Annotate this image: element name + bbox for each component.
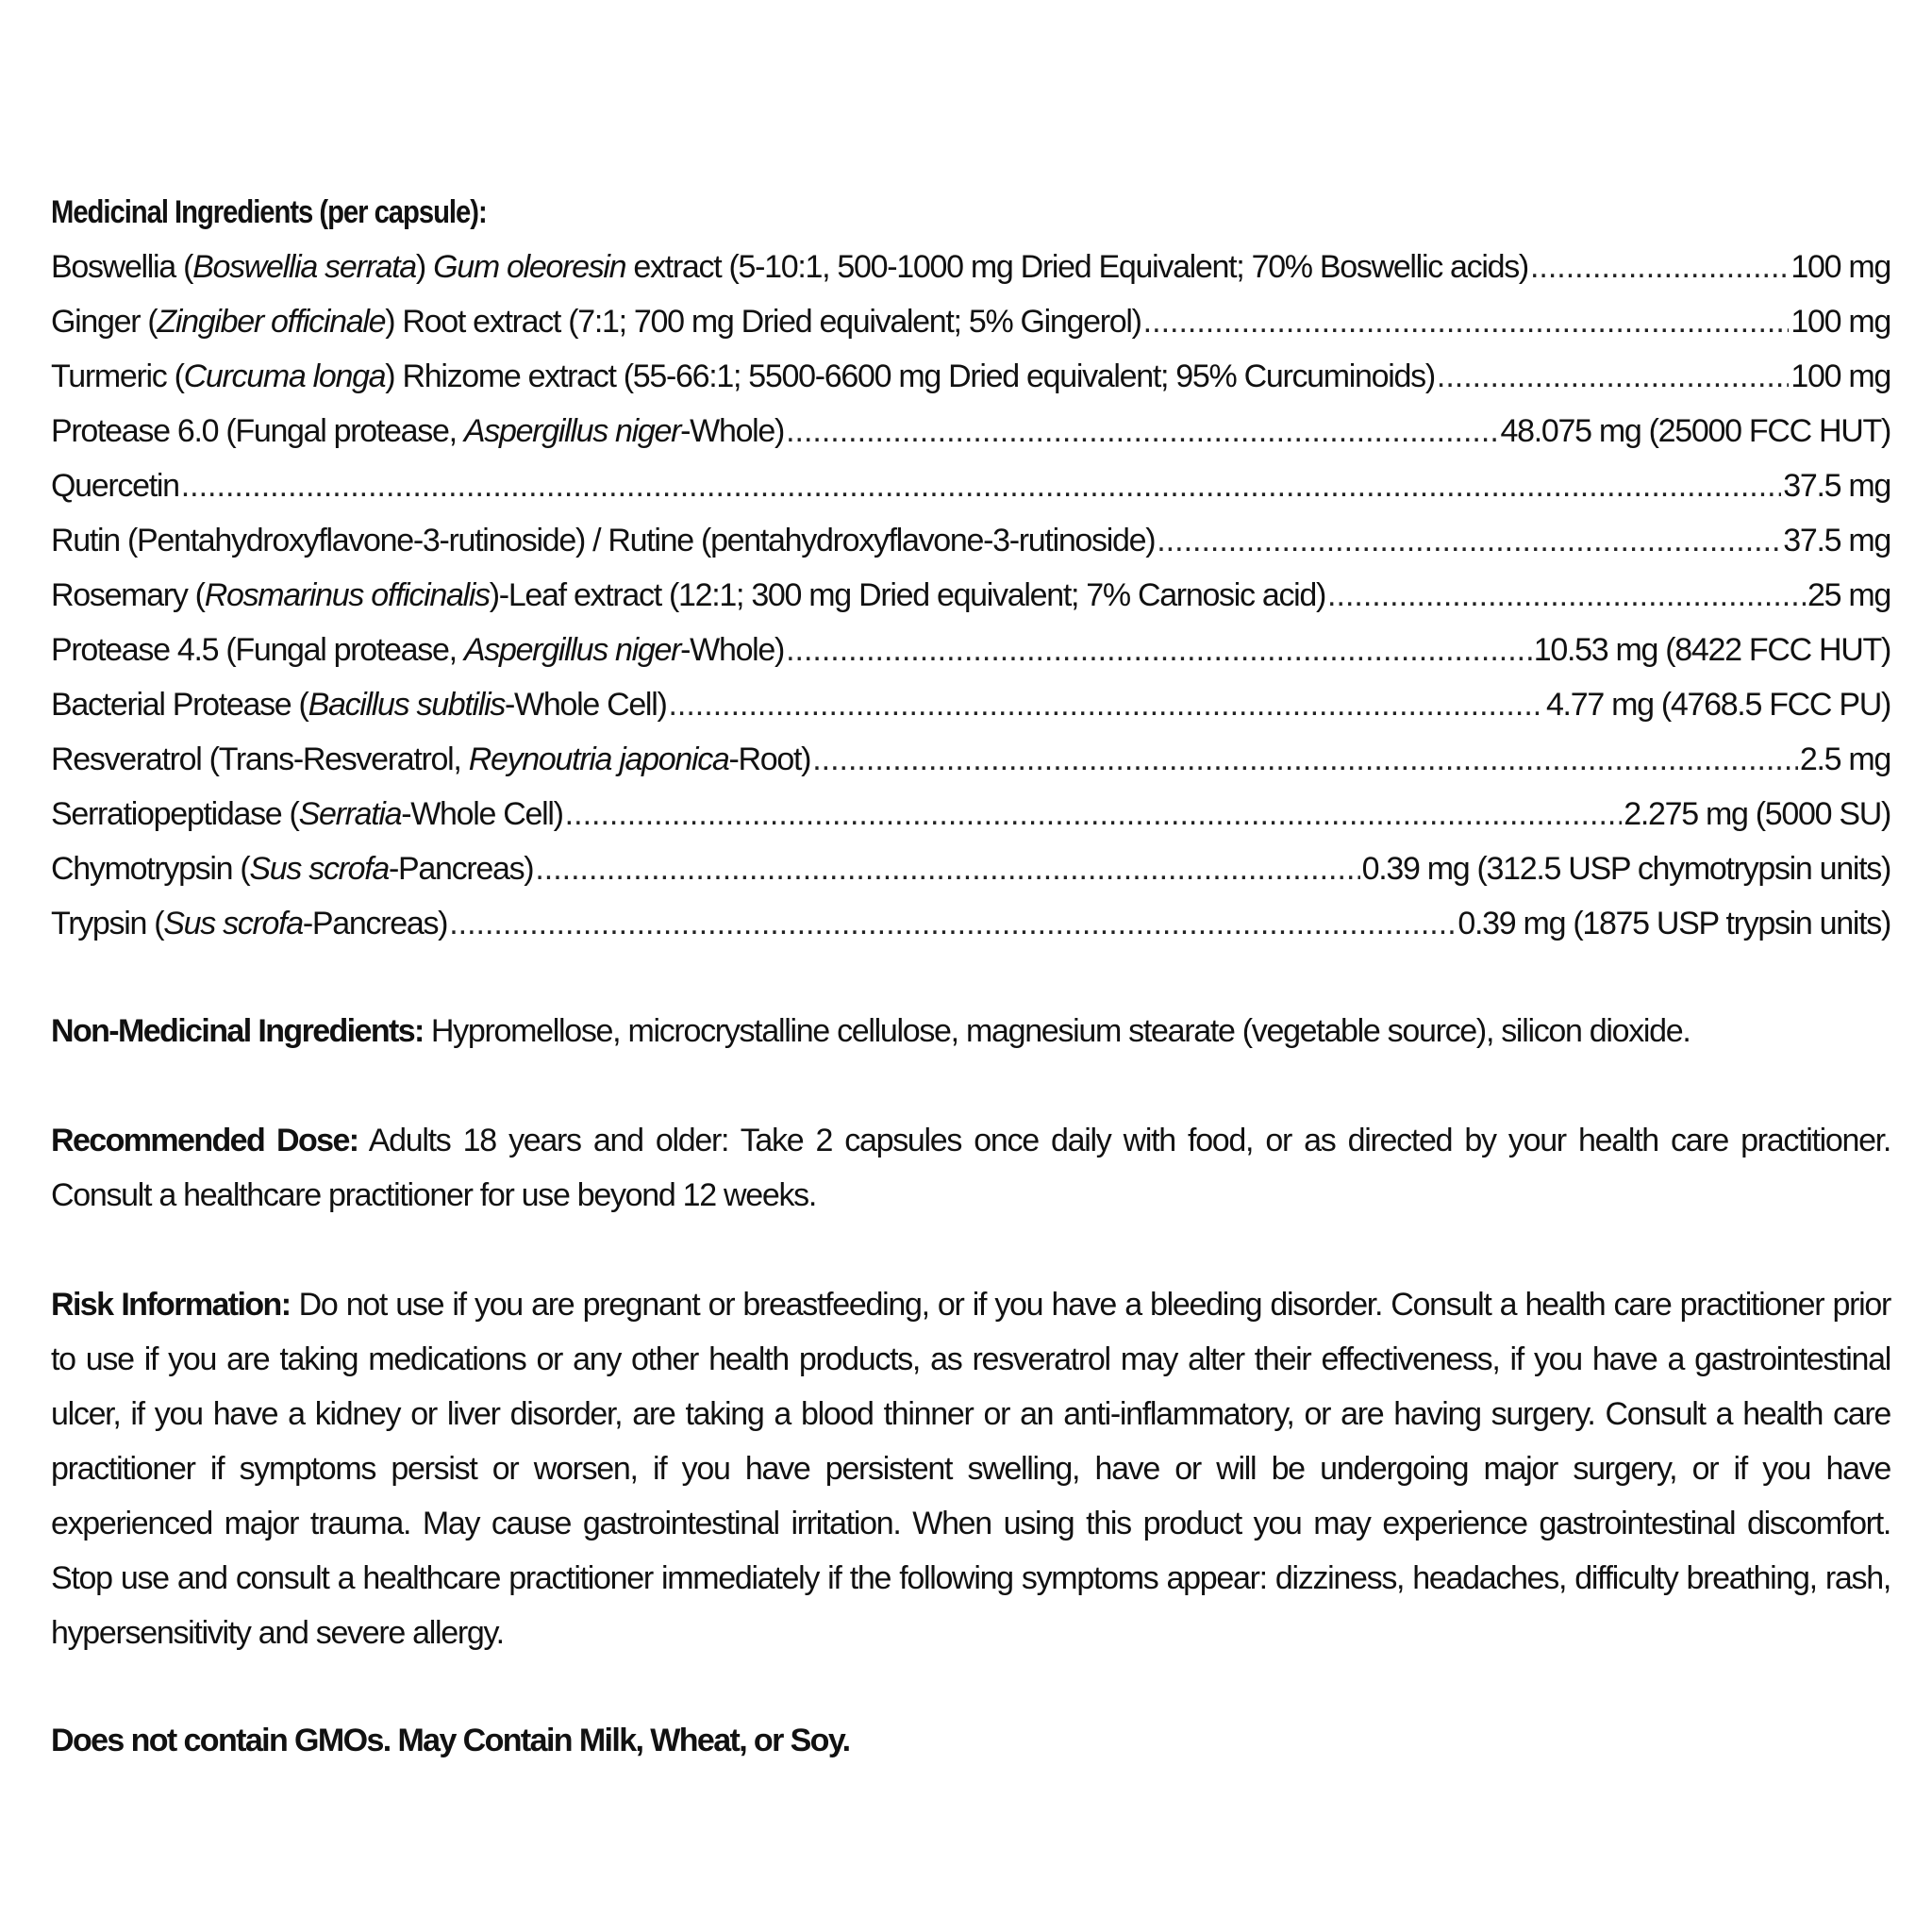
- ingredient-name: [51, 294, 1141, 349]
- ingredient-row: [51, 513, 1890, 568]
- ingredient-amount: 4.77 mg (4768.5 FCC PU): [1545, 687, 1890, 723]
- ingredient-name: [51, 896, 447, 951]
- non-medicinal-text: Hypromellose, microcrystalline cellulose, magnesium stearate (vegetable source), silicon dioxide.: [423, 1013, 1690, 1049]
- dot-leader: [565, 787, 1623, 841]
- ingredient-name-part: Protease 4.5 (Fungal protease,: [51, 632, 464, 668]
- recommended-dose-text: Adults 18 years and older: Take 2 capsules once daily with food, or as directed by your health care practitioner. Consult a healthcare practitioner for use beyond 12 weeks.: [51, 1123, 1891, 1213]
- ingredient-name-part: )-Leaf extract (12:1; 300 mg Dried equivalent; 7% Carnosic acid): [489, 577, 1326, 613]
- ingredient-name: [51, 349, 1435, 404]
- ingredient-name: [51, 732, 810, 787]
- ingredient-amount: 48.075 mg (25000 FCC HUT): [1500, 413, 1890, 449]
- ingredient-name: [51, 841, 533, 896]
- supplement-label: [51, 185, 1890, 1768]
- ingredient-name-part: Ginger (: [51, 304, 158, 340]
- ingredient-name-part: Boswellia (: [51, 249, 193, 285]
- ingredient-name-part: Rutin (Pentahydroxyflavone-3-rutinoside) / Rutine (pentahydroxyflavone-3-rutinoside): [51, 523, 1156, 558]
- ingredient-amount: 2.275 mg (5000 SU): [1624, 796, 1890, 832]
- ingredient-amount: 25 mg: [1807, 577, 1890, 613]
- ingredient-latin-name: Bacillus subtilis: [308, 687, 506, 723]
- ingredient-name: [51, 787, 563, 841]
- ingredient-amount: 2.5 mg: [1799, 741, 1890, 777]
- ingredient-name: [51, 677, 666, 732]
- non-medicinal-ingredients: [51, 1004, 1890, 1058]
- ingredient-latin-name: Aspergillus niger: [463, 632, 681, 668]
- ingredient-row: [51, 841, 1890, 896]
- ingredient-name-part: -Whole Cell): [401, 796, 563, 832]
- dot-leader: [449, 896, 1456, 951]
- ingredient-name: [51, 568, 1325, 623]
- ingredient-row: [51, 732, 1890, 787]
- ingredient-row: [51, 240, 1890, 294]
- ingredient-name-part: Turmeric (: [51, 358, 184, 394]
- ingredient-name-part: extract (5-10:1, 500-1000 mg Dried Equivalent; 70% Boswellic acids): [625, 249, 1528, 285]
- ingredient-row: [51, 349, 1890, 404]
- ingredient-name-part: Chymotrypsin (: [51, 851, 250, 887]
- ingredient-amount: 100 mg: [1790, 304, 1890, 340]
- ingredient-name: [51, 513, 1155, 568]
- ingredient-latin-name: Sus scrofa: [163, 906, 303, 941]
- ingredient-row: [51, 404, 1890, 458]
- ingredient-name-part: -Pancreas): [302, 906, 448, 941]
- dot-leader: [535, 841, 1359, 896]
- ingredient-name-part: ) Rhizome extract (55-66:1; 5500-6600 mg Dried equivalent; 95% Curcuminoids): [385, 358, 1435, 394]
- ingredient-amount: 0.39 mg (312.5 USP chymotrypsin units): [1361, 851, 1890, 887]
- risk-information: [51, 1277, 1890, 1660]
- risk-information-label: Risk Information:: [51, 1287, 291, 1323]
- ingredient-latin-name: Aspergillus niger: [463, 413, 681, 449]
- ingredient-amount: 37.5 mg: [1783, 523, 1890, 558]
- recommended-dose: [51, 1113, 1890, 1223]
- dot-leader: [1143, 294, 1790, 349]
- ingredient-amount: 10.53 mg (8422 FCC HUT): [1533, 632, 1890, 668]
- dot-leader: [1437, 349, 1790, 404]
- dot-leader: [668, 677, 1543, 732]
- ingredient-name-part: Resveratrol (Trans-Resveratrol,: [51, 741, 469, 777]
- dot-leader: [786, 404, 1498, 458]
- ingredient-latin-name: Rosmarinus officinalis: [204, 577, 490, 613]
- dot-leader: [786, 623, 1532, 677]
- ingredient-latin-name: Zingiber officinale: [157, 304, 386, 340]
- ingredient-name-part: -Whole Cell): [505, 687, 667, 723]
- ingredient-amount: 0.39 mg (1875 USP trypsin units): [1457, 906, 1890, 941]
- dot-leader: [1327, 568, 1806, 623]
- ingredient-latin-name: Curcuma longa: [183, 358, 386, 394]
- ingredient-row: [51, 568, 1890, 623]
- ingredient-name: [51, 404, 784, 458]
- ingredient-name-part: Bacterial Protease (: [51, 687, 308, 723]
- ingredient-latin-name: Reynoutria japonica: [468, 741, 729, 777]
- ingredient-name: [51, 240, 1528, 294]
- ingredient-name-part: Trypsin (: [51, 906, 164, 941]
- dot-leader: [812, 732, 1798, 787]
- ingredient-latin-name: Sus scrofa: [249, 851, 390, 887]
- ingredient-row: [51, 896, 1890, 951]
- recommended-dose-label: Recommended Dose:: [51, 1123, 358, 1158]
- ingredient-name-part: Protease 6.0 (Fungal protease,: [51, 413, 464, 449]
- ingredient-amount: 100 mg: [1790, 358, 1890, 394]
- ingredient-name: [51, 458, 179, 513]
- ingredient-name-part: Rosemary (: [51, 577, 205, 613]
- dot-leader: [181, 458, 1782, 513]
- medicinal-ingredients-heading: Medicinal Ingredients (per capsule):: [51, 194, 487, 230]
- ingredient-name-part: Quercetin: [51, 468, 179, 504]
- dot-leader: [1530, 240, 1789, 294]
- allergen-statement: Does not contain GMOs. May Contain Milk, Wheat, or Soy.: [51, 1723, 850, 1758]
- ingredient-row: [51, 623, 1890, 677]
- ingredient-name-part: Serratiopeptidase (: [51, 796, 299, 832]
- ingredient-latin-name: Gum oleoresin: [433, 249, 626, 285]
- ingredient-latin-name: Serratia: [298, 796, 402, 832]
- ingredient-row: [51, 787, 1890, 841]
- ingredient-name-part: -Whole): [680, 632, 785, 668]
- ingredient-name-part: -Root): [728, 741, 811, 777]
- non-medicinal-label: Non-Medicinal Ingredients:: [51, 1013, 424, 1049]
- ingredient-name-part: ): [415, 249, 434, 285]
- ingredient-amount: 100 mg: [1790, 249, 1890, 285]
- dot-leader: [1157, 513, 1781, 568]
- medicinal-ingredients-list: [51, 240, 1890, 951]
- risk-information-text: Do not use if you are pregnant or breastfeeding, or if you have a bleeding disorder. Consult a health care practitioner prior to use if you are taking medications or any other health products, as resveratrol may alter their effectiveness, if you have a gastrointestinal ulcer, if you have a kidney or liver disorder, are taking a blood thinner or an anti-inflammatory, or are having surgery. Consult a health care practitioner if symptoms persist or worsen, if you have persistent swelling, have or will be undergoing major surgery, or if you have experienced major trauma. May cause gastrointestinal irritation. When using this product you may experience gastrointestinal discomfort. Stop use and consult a healthcare practitioner immediately if the following symptoms appear: dizziness, headaches, difficulty breathing, rash, hypersensitivity and severe allergy.: [51, 1287, 1890, 1651]
- ingredient-row: [51, 677, 1890, 732]
- ingredient-name-part: ) Root extract (7:1; 700 mg Dried equivalent; 5% Gingerol): [385, 304, 1141, 340]
- ingredient-amount: 37.5 mg: [1783, 468, 1890, 504]
- ingredient-name-part: -Whole): [680, 413, 785, 449]
- ingredient-name: [51, 623, 784, 677]
- ingredient-name-part: -Pancreas): [389, 851, 534, 887]
- ingredient-row: [51, 294, 1890, 349]
- ingredient-latin-name: Boswellia serrata: [192, 249, 416, 285]
- ingredient-row: [51, 458, 1890, 513]
